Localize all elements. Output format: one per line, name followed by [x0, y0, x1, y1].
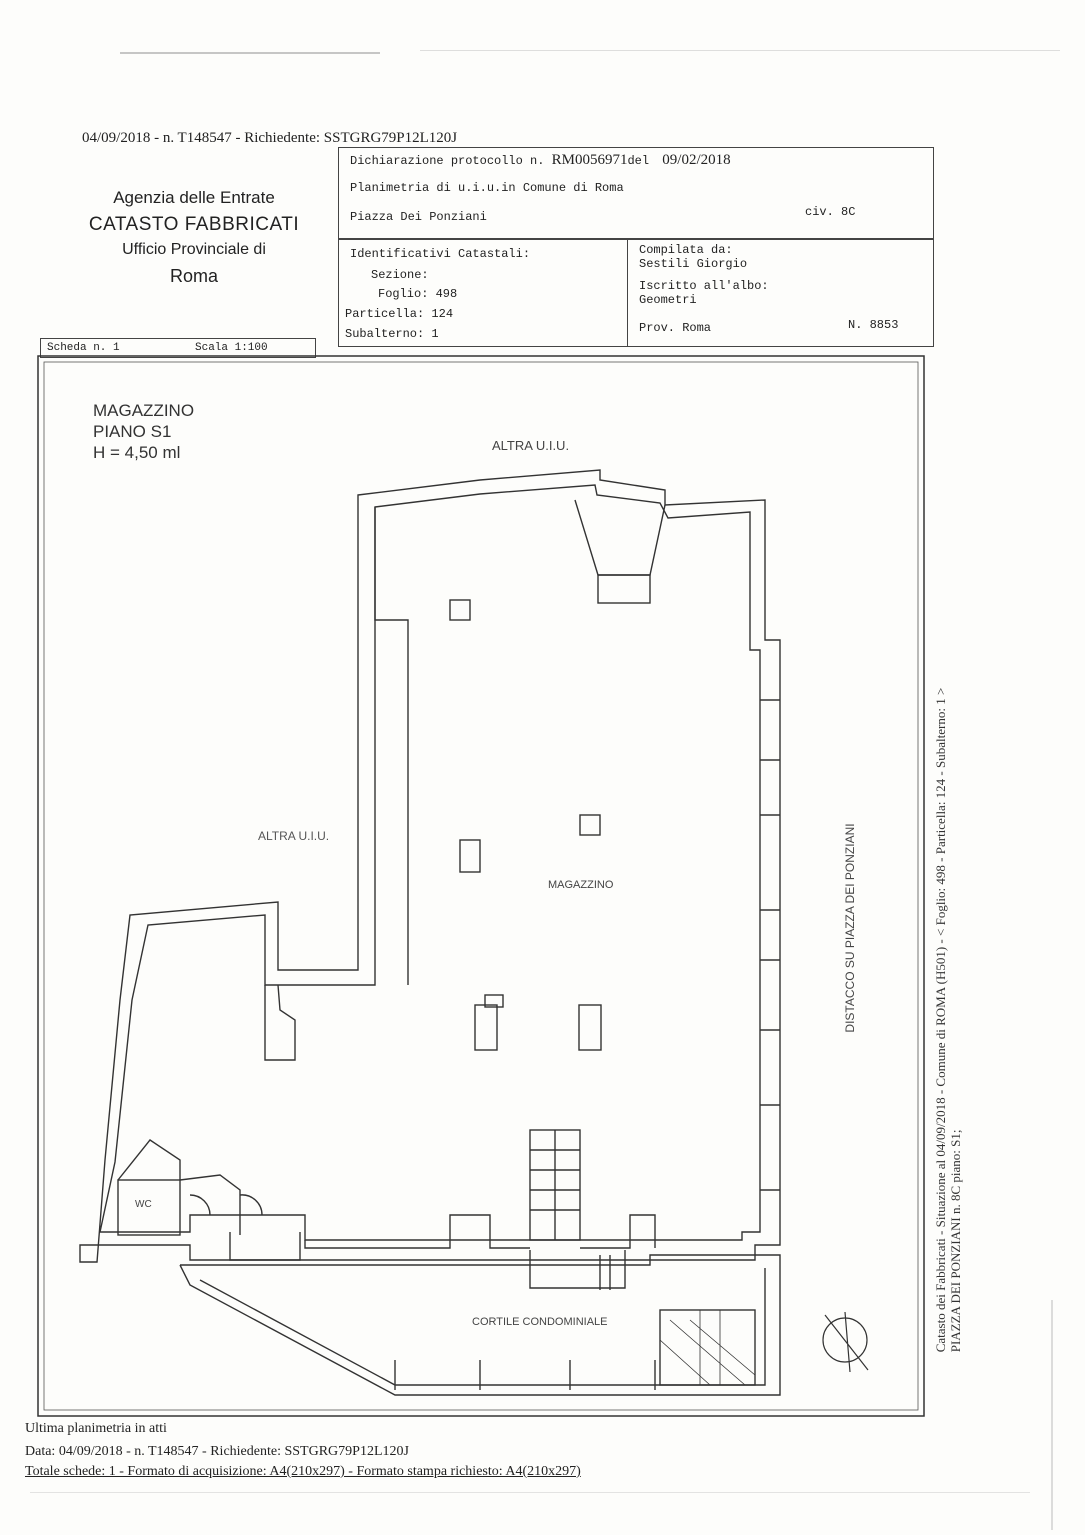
walls [80, 470, 780, 1395]
scan-artifact [30, 1492, 1030, 1493]
protocol-number: RM0056971 [551, 152, 628, 168]
label-wc: WC [135, 1199, 152, 1210]
protocol-date: 09/02/2018 [662, 152, 731, 168]
footer-totale: Totale schede: 1 - Formato di acquisizione: A4(210x297) - Formato stampa richiesto: A4(210x297) [25, 1464, 581, 1479]
label-altra-uiu-left: ALTRA U.I.U. [258, 829, 330, 843]
register-label: Iscritto all'albo: [639, 279, 769, 293]
date-label: del [627, 154, 650, 168]
ufficio-city: Roma [169, 266, 218, 286]
compiler-label: Compilata da: [639, 243, 733, 257]
inner-wall [100, 485, 760, 1240]
label-magazzino: MAGAZZINO [548, 879, 614, 891]
plan-title [93, 400, 194, 463]
side-text-cadastre: Catasto dei Fabbricati - Situazione al 04/09/2018 - Comune di ROMA (H501) - < Foglio: 498 - Particella: 124 - Subalterno: 1 > [933, 687, 948, 1353]
outer-wall [80, 470, 780, 1262]
footer [25, 1419, 581, 1482]
footer-ultima: Ultima planimetria in atti [25, 1421, 167, 1436]
drawing-inner-frame [44, 362, 918, 1410]
ufficio-provinciale: Ufficio Provinciale di [122, 241, 266, 258]
register-value: Geometri [639, 293, 697, 307]
address-line: Piazza Dei Ponziani [350, 210, 487, 224]
register-number: N. 8853 [848, 318, 899, 332]
plan-title-use: MAGAZZINO [93, 401, 195, 420]
column [450, 600, 470, 620]
courtyard-stair [660, 1310, 755, 1385]
column [460, 840, 480, 872]
compiler-name: Sestili Giorgio [639, 257, 748, 271]
plan-title-floor: PIANO S1 [93, 422, 172, 441]
foglio: Foglio: 498 [378, 287, 458, 301]
north-arrow [823, 1312, 868, 1372]
column [475, 1005, 497, 1050]
column [580, 815, 600, 835]
plan-title-height: H = 4,50 ml [93, 443, 181, 462]
catasto-fabbricati: CATASTO FABBRICATI [88, 214, 300, 235]
identifiers-title: Identificativi Catastali: [350, 247, 531, 261]
protocol-label: Dichiarazione protocollo n. [350, 154, 545, 168]
label-cortile: CORTILE CONDOMINIALE [472, 1316, 608, 1328]
footer-data: Data: 04/09/2018 - n. T148547 - Richiedente: SSTGRG79P12L120J [25, 1444, 409, 1459]
drawing-frame [38, 356, 924, 1416]
label-distacco: DISTACCO SU PIAZZA DEI PONZIANI [843, 823, 857, 1033]
agency-name: Agenzia delle Entrate [113, 188, 275, 207]
civic-number: civ. 8C [805, 205, 856, 219]
province: Prov. Roma [639, 321, 712, 335]
scale: Scala 1:100 [195, 342, 268, 354]
particella: Particella: 124 [345, 307, 454, 321]
column [579, 1005, 601, 1050]
side-text [933, 688, 963, 1353]
request-line: 04/09/2018 - n. T148547 - Richiedente: SSTGRG79P12L120J [82, 130, 458, 146]
planimetry-line: Planimetria di u.i.u.in Comune di Roma [350, 181, 624, 195]
sezione: Sezione: [371, 268, 429, 282]
label-altra-uiu-top: ALTRA U.I.U. [492, 438, 570, 453]
scheda-number: Scheda n. 1 [47, 342, 120, 354]
subalterno: Subalterno: 1 [345, 327, 439, 341]
side-text-address: PIAZZA DEI PONZIANI n. 8C piano: S1; [948, 1129, 963, 1353]
